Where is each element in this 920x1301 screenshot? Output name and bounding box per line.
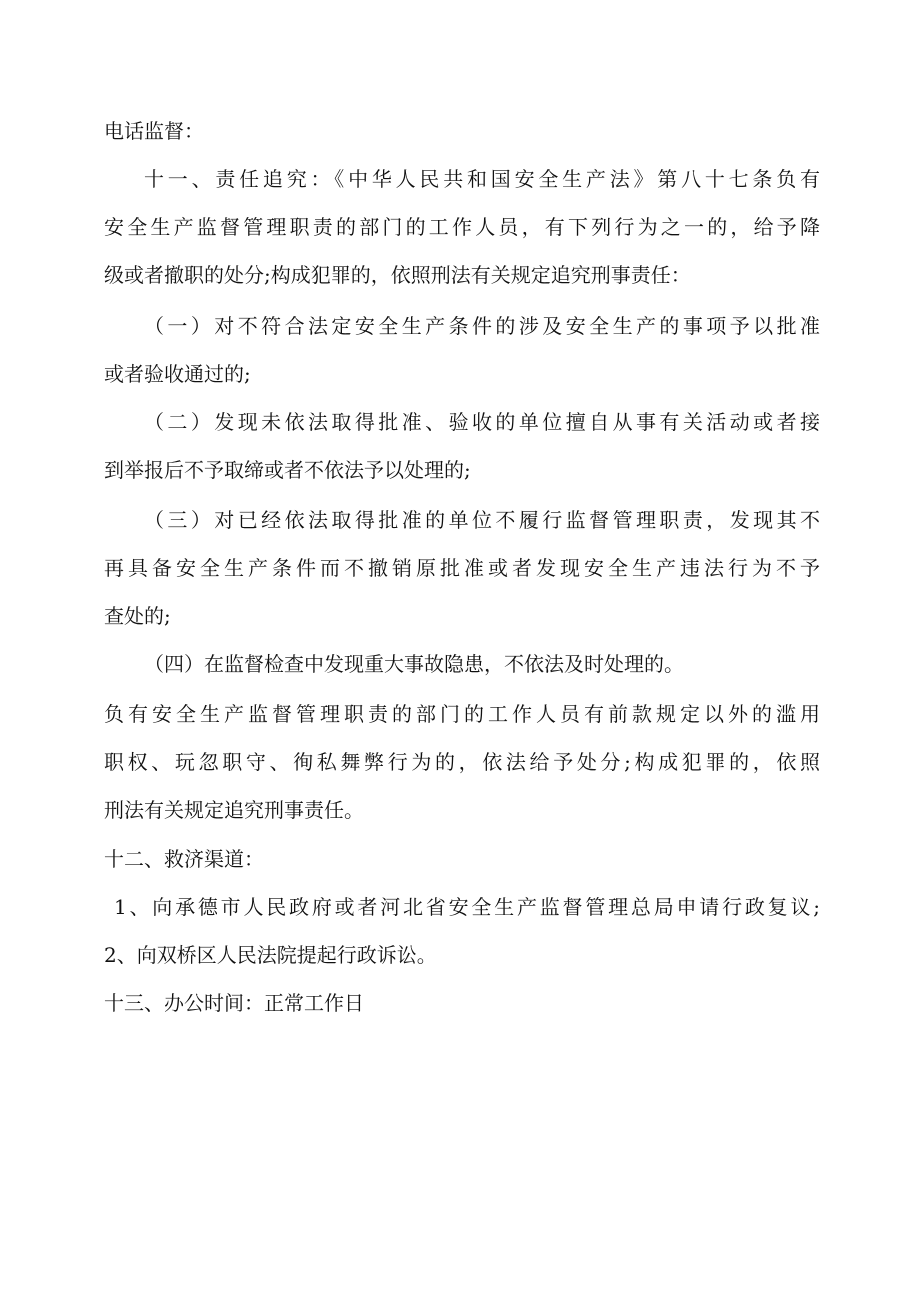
text-line: 刑法有关规定追究刑事责任。 bbox=[104, 798, 364, 822]
text-line: 级或者撤职的处分;构成犯罪的，依照刑法有关规定追究刑事责任： bbox=[104, 263, 691, 287]
text-line: 职权、玩忽职守、徇私舞弊行为的，依法给予处分;构成犯罪的，依照 bbox=[104, 750, 820, 774]
text-line: 或者验收通过的; bbox=[104, 362, 251, 386]
text-line-item-3: （三）对已经依法取得批准的单位不履行监督管理职责，发现其不 bbox=[144, 508, 820, 532]
text-line-item-4: （四）在监督检查中发现重大事故隐患，不依法及时处理的。 bbox=[144, 652, 684, 676]
text-line-remedy-2: 2、向双桥区人民法院提起行政诉讼。 bbox=[104, 943, 437, 967]
text-line: 查处的; bbox=[104, 604, 171, 628]
text-line-remedy-1: 1、向承德市人民政府或者河北省安全生产监督管理总局申请行政复议; bbox=[114, 895, 820, 919]
text-line: 再具备安全生产条件而不撤销原批准或者发现安全生产违法行为不予 bbox=[104, 556, 820, 580]
text-line: 到举报后不予取缔或者不依法予以处理的; bbox=[104, 458, 471, 482]
text-line-item-2: （二）发现未依法取得批准、验收的单位擅自从事有关活动或者接 bbox=[144, 410, 820, 434]
text-line-item-1: （一）对不符合法定安全生产条件的涉及安全生产的事项予以批准 bbox=[144, 314, 820, 338]
text-line-section-13: 十三、办公时间：正常工作日 bbox=[104, 991, 364, 1015]
text-line: 负有安全生产监督管理职责的部门的工作人员有前款规定以外的滥用 bbox=[104, 702, 820, 726]
text-line-section-12: 十二、救济渠道： bbox=[104, 847, 264, 871]
text-line-section-11: 十一、责任追究：《中华人民共和国安全生产法》第八十七条负有 bbox=[144, 167, 820, 191]
text-line: 安全生产监督管理职责的部门的工作人员，有下列行为之一的，给予降 bbox=[104, 215, 820, 239]
text-line-contact: 电话监督： bbox=[104, 119, 204, 143]
